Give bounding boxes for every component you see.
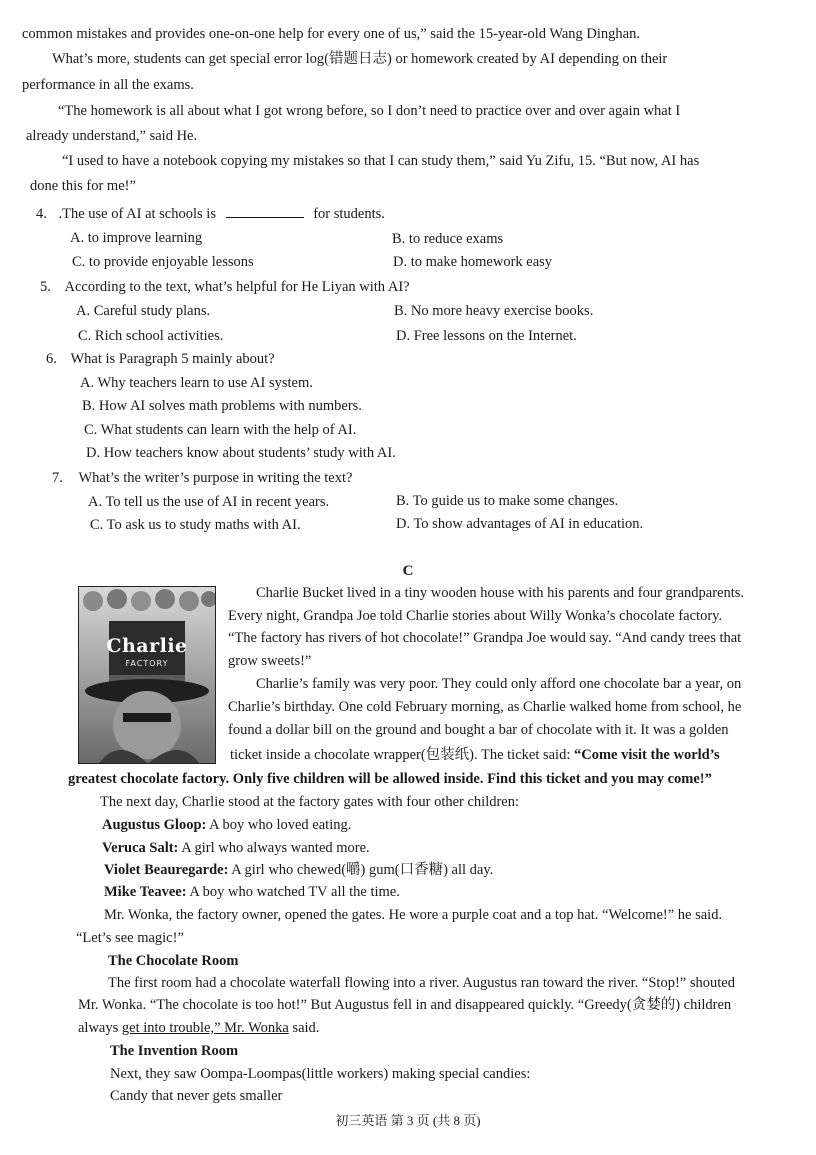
passage-line: “The homework is all about what I got wrong before, so I don’t need to practice over and over again what I — [58, 103, 681, 119]
question-4 — [36, 205, 385, 223]
question-stem: According to the text, what’s helpful for He Liyan with AI? — [64, 279, 410, 295]
child-item — [102, 840, 370, 857]
child-desc: A boy who loved eating. — [206, 817, 352, 833]
poster-title: Charlie — [106, 635, 188, 657]
story-line: “Let’s see magic!” — [76, 930, 184, 946]
question-stem: What’s the writer’s purpose in writing the text? — [78, 470, 353, 486]
option-4a: A. to improve learning — [70, 230, 203, 246]
question-stem: What is Paragraph 5 mainly about? — [70, 351, 275, 367]
option-7b: B. To guide us to make some changes. — [396, 493, 619, 509]
passage-line: done this for me!” — [30, 178, 136, 194]
option-7d: D. To show advantages of AI in education. — [396, 516, 644, 532]
child-desc: A boy who watched TV all the time. — [186, 884, 400, 900]
child-name: Veruca Salt: — [102, 840, 179, 856]
option-7c: C. To ask us to study maths with AI. — [90, 517, 301, 533]
option-5d: D. Free lessons on the Internet. — [396, 328, 577, 344]
question-number: 5. — [40, 279, 51, 295]
option-4d: D. to make homework easy — [393, 254, 553, 270]
story-text: said. — [288, 1020, 320, 1036]
ticket-quote-start: “Come visit the world’s — [574, 747, 720, 763]
poster-illustration — [79, 587, 215, 763]
story-text: always — [78, 1020, 122, 1036]
option-5c: C. Rich school activities. — [78, 328, 224, 344]
underlined-phrase: get into trouble,” Mr. Wonka — [121, 1020, 289, 1036]
question-number: 7. — [52, 470, 63, 486]
story-line: The next day, Charlie stood at the factory gates with four other children: — [100, 794, 520, 810]
story-line: grow sweets!” — [228, 653, 312, 669]
story-line: Candy that never gets smaller — [110, 1088, 283, 1104]
story-line: The first room had a chocolate waterfall flowing into a river. Augustus ran toward the river. “Stop!” shouted — [108, 975, 735, 991]
story-line: Every night, Grandpa Joe told Charlie stories about Willy Wonka’s chocolate factory. — [228, 608, 723, 624]
subheading-chocolate-room: The Chocolate Room — [108, 953, 239, 969]
option-6d: D. How teachers know about students’ study with AI. — [86, 445, 396, 461]
child-name: Violet Beauregarde: — [104, 862, 229, 878]
question-7 — [52, 470, 352, 487]
option-5b: B. No more heavy exercise books. — [394, 303, 594, 319]
question-stem-end: for students. — [313, 206, 385, 222]
child-desc: A girl who always wanted more. — [178, 840, 370, 856]
story-line: Next, they saw Oompa-Loompas(little workers) making special candies: — [110, 1066, 531, 1082]
story-line: Charlie Bucket lived in a tiny wooden house with his parents and four grandparents. — [256, 585, 745, 601]
story-line: Charlie’s birthday. One cold February morning, as Charlie walked home from school, he — [228, 699, 742, 715]
child-name: Mike Teavee: — [104, 884, 187, 900]
question-number: 6. — [46, 351, 57, 367]
passage-line: performance in all the exams. — [22, 77, 194, 93]
child-item — [102, 817, 351, 834]
option-6c: C. What students can learn with the help of AI. — [84, 422, 357, 438]
poster-subtitle: FACTORY — [125, 659, 169, 668]
passage-line: What’s more, students can get special error log(错题日志) or homework created by AI depending on their — [52, 51, 668, 67]
option-6b: B. How AI solves math problems with numbers. — [82, 398, 362, 414]
story-line: Mr. Wonka, the factory owner, opened the gates. He wore a purple coat and a top hat. “Welcome!” he said. — [104, 907, 723, 923]
option-4c: C. to provide enjoyable lessons — [72, 254, 254, 270]
option-5a: A. Careful study plans. — [76, 303, 211, 319]
question-6 — [46, 351, 275, 368]
child-desc: A girl who chewed(嚼) gum(口香糖) all day. — [228, 862, 494, 878]
story-line: “The factory has rivers of hot chocolate!” Grandpa Joe would say. “And candy trees that — [228, 630, 742, 646]
question-5 — [40, 279, 410, 296]
option-4b: B. to reduce exams — [392, 231, 504, 247]
charlie-poster-image — [78, 586, 216, 764]
story-line: found a dollar bill on the ground and bought a bar of chocolate with it. It was a golden — [228, 722, 729, 738]
story-line: Mr. Wonka. “The chocolate is too hot!” But Augustus fell in and disappeared quickly. “Greedy(贪婪的) children — [78, 997, 732, 1013]
option-6a: A. Why teachers learn to use AI system. — [80, 375, 313, 391]
passage-line: already understand,” said He. — [26, 128, 198, 144]
passage-line: “I used to have a notebook copying my mistakes so that I can study them,” said Yu Zifu, 15. “But now, AI has — [62, 153, 700, 169]
child-name: Augustus Gloop: — [102, 817, 207, 833]
child-item — [104, 862, 493, 879]
subheading-invention-room: The Invention Room — [110, 1043, 239, 1059]
ticket-line-text: ticket inside a chocolate wrapper(包装纸). The ticket said: — [230, 747, 574, 763]
answer-blank — [226, 205, 304, 218]
story-line: Charlie’s family was very poor. They could only afford one chocolate bar a year, on — [256, 676, 742, 692]
child-item — [104, 884, 400, 901]
passage-line: common mistakes and provides one-on-one help for every one of us,” said the 15-year-old Wang Dinghan. — [22, 26, 640, 42]
story-line — [78, 1020, 319, 1037]
ticket-line — [230, 747, 720, 764]
question-number: 4. — [36, 206, 47, 222]
page-footer: 初三英语 第 3 页 (共 8 页) — [335, 1113, 481, 1128]
ticket-quote: greatest chocolate factory. Only five children will be allowed inside. Find this ticket and you may come!” — [68, 771, 712, 787]
option-7a: A. To tell us the use of AI in recent years. — [88, 494, 330, 510]
question-stem: .The use of AI at schools is — [58, 206, 216, 222]
section-title: C — [402, 563, 414, 579]
